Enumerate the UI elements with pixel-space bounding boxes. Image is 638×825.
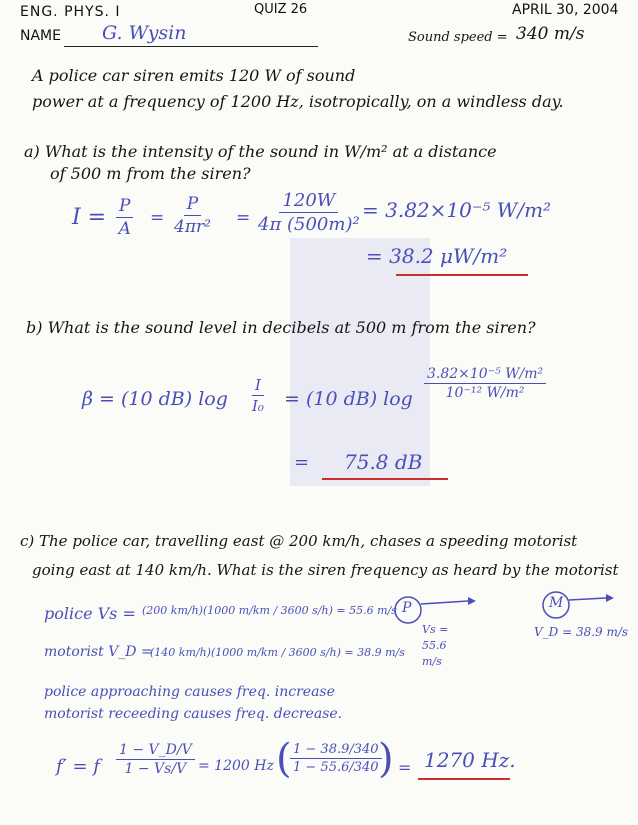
part-a-result-1: = 3.82×10⁻⁵ W/m² — [362, 198, 552, 222]
part-c-result-underline — [418, 778, 510, 780]
part-a-frac-3-num: 120W — [279, 190, 338, 213]
part-b-eq: = — [294, 452, 310, 473]
doppler-frac — [116, 742, 195, 777]
police-label: police Vs = — [44, 604, 136, 623]
date-label: APRIL 30, 2004 — [512, 2, 619, 18]
part-c-question-2: going east at 140 km/h. What is the siren frequency as heard by the motorist — [32, 561, 619, 579]
part-a-result-underline — [396, 274, 528, 276]
doppler-lhs: f′ = f — [56, 756, 100, 777]
doppler-paren-num: 1 − 38.9/340 — [290, 742, 382, 759]
doppler-eq: = — [398, 758, 412, 777]
part-b-lhs: β = (10 dB) log — [82, 388, 228, 410]
note-motorist: motorist receeding causes freq. decrease. — [44, 706, 343, 722]
police-arrow — [421, 601, 468, 604]
police-arrowhead — [468, 597, 476, 605]
motorist-arrowhead — [606, 594, 614, 602]
quiz-label: QUIZ 26 — [254, 2, 308, 17]
name-label: NAME — [20, 28, 61, 44]
motorist-arrow — [569, 598, 606, 600]
part-b-result-underline — [322, 478, 448, 480]
part-b-frac-1-den: I₀ — [252, 397, 264, 415]
part-b-frac-1-num: I — [252, 376, 264, 396]
doppler-mid: = 1200 Hz — [198, 758, 274, 774]
problem-line-2: power at a frequency of 1200 Hz, isotropically, on a windless day. — [32, 92, 564, 111]
police-expr: (200 km/h)(1000 m/km / 3600 s/h) = 55.6 m/s — [142, 604, 397, 617]
part-a-eq-1: = — [150, 208, 165, 228]
motorist-expr: (140 km/h)(1000 m/km / 3600 s/h) = 38.9 m/s — [150, 646, 405, 659]
name-value: G. Wysin — [102, 22, 187, 44]
part-a-frac-1 — [116, 196, 133, 239]
doppler-frac-num: 1 − V_D/V — [116, 742, 195, 760]
part-b-frac-1 — [252, 376, 264, 415]
police-circle-label: P — [402, 600, 412, 616]
part-a-frac-1-den: A — [118, 219, 131, 239]
part-a-eq-2: = — [236, 208, 251, 228]
part-c-result: 1270 Hz. — [424, 748, 516, 772]
part-a-frac-2-den: 4πr² — [174, 217, 211, 237]
part-a-question-1: a) What is the intensity of the sound in W/m² at a distance — [24, 142, 497, 161]
name-line — [64, 46, 318, 47]
motorist-label: motorist V_D = — [44, 644, 153, 660]
course-label: ENG. PHYS. I — [20, 4, 121, 20]
police-vs: Vs = 55.6 m/s — [422, 623, 449, 668]
note-police: police approaching causes freq. increase — [44, 684, 335, 700]
part-b-question: b) What is the sound level in decibels at 500 m from the siren? — [26, 318, 536, 337]
motorist-circle-label: M — [549, 595, 564, 611]
part-b-mid: = (10 dB) log — [284, 388, 413, 410]
part-a-lhs: I = — [72, 205, 107, 230]
part-b-frac-2-den: 10⁻¹² W/m² — [445, 385, 525, 401]
doppler-paren-frac — [290, 742, 382, 775]
part-b-frac-2-num: 3.82×10⁻⁵ W/m² — [424, 366, 546, 384]
part-a-frac-2-num: P — [184, 194, 201, 216]
part-a-frac-3-den: 4π (500m)² — [258, 214, 360, 235]
problem-line-1: A police car siren emits 120 W of sound — [32, 66, 356, 85]
sound-speed-label: Sound speed = — [408, 30, 508, 45]
part-b-result: 75.8 dB — [344, 450, 423, 474]
part-a-question-2: of 500 m from the siren? — [50, 164, 251, 183]
doppler-paren-den: 1 − 55.6/340 — [293, 760, 379, 775]
motorist-vd: V_D = 38.9 m/s — [534, 625, 629, 639]
part-a-frac-2 — [174, 194, 211, 237]
sound-speed-value: 340 m/s — [516, 24, 585, 44]
part-a-frac-1-num: P — [116, 196, 133, 218]
part-a-result-2: = 38.2 μW/m² — [366, 244, 508, 268]
part-c-question-1: c) The police car, travelling east @ 200 km/h, chases a speeding motorist — [20, 532, 578, 550]
part-b-frac-2 — [424, 366, 546, 401]
doppler-frac-den: 1 − Vs/V — [124, 761, 187, 777]
part-a-frac-3 — [258, 190, 360, 235]
doppler-close-paren: ) — [378, 736, 394, 782]
doppler-open-paren: ( — [276, 736, 292, 782]
